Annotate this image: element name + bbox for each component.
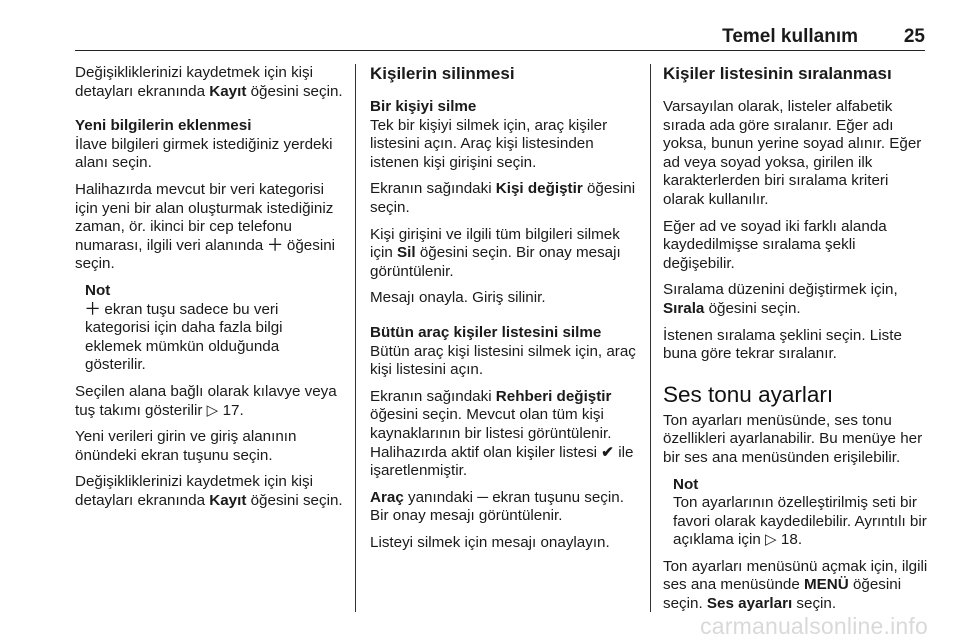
text: öğesini seçin. — [370, 180, 636, 216]
paragraph: İstenen sıralama şeklini seçin. Liste buna göre tekrar sıralanır. — [663, 326, 902, 363]
note-box — [85, 282, 343, 375]
paragraph: Listeyi silmek için mesajı onaylayın. — [370, 533, 610, 551]
page-reference-icon: ▷ — [765, 531, 777, 549]
section-heading: Kişiler listesinin sıralanması — [663, 64, 892, 83]
chapter-heading: Ses tonu ayarları — [663, 381, 834, 407]
paragraph: Eğer ad ve soyad iki farklı alanda kaydedilmişse sıralama şekli değişebilir. — [663, 217, 887, 272]
text: Kişi girişini ve ilgili tüm bilgileri silmek için — [370, 225, 620, 262]
paragraph: Varsayılan olarak, listeler alfabetik sırada ada göre sıralanır. Eğer adı yoksa, bunun yerine soyad alınır. Eğer ad veya soyad yoksa, girilen ilk karakterlerden biri sıralama kriteri olarak kullanılır. — [663, 98, 922, 208]
text: ile işaretlenmiştir. — [370, 443, 634, 480]
text: Değişikliklerinizi kaydetmek için kişi detayları ekranında — [75, 473, 314, 509]
text: öğesini seçin. Mevcut olan tüm kişi kaynaklarının bir listesi görüntülenir. Halihazırda aktif olan kişiler listesi — [370, 406, 612, 461]
text: Değişikliklerinizi kaydetmek için kişi detayları ekranında — [75, 64, 314, 100]
checkmark-icon: ✔ — [601, 443, 615, 461]
paragraph: Tek bir kişiyi silmek için, araç kişiler listesini açın. Araç kişi listesinden istenen kişi girişini seçin. — [370, 116, 608, 171]
watermark: carmanualsonline.info — [700, 613, 928, 639]
column-divider — [355, 64, 356, 612]
keyword: Kayıt — [209, 82, 247, 100]
paragraph — [75, 383, 343, 420]
plus-icon: ＋ — [267, 236, 283, 254]
paragraph — [370, 388, 640, 481]
text: öğesini seçin. — [663, 576, 902, 613]
text: öğesini seçin. — [704, 299, 801, 317]
keyword: MENÜ — [804, 576, 849, 594]
column-left — [75, 64, 343, 518]
text: seçin. — [792, 595, 837, 613]
text: öğesini seçin. — [75, 236, 336, 273]
paragraph — [663, 281, 931, 318]
paragraph — [75, 64, 343, 101]
paragraph — [75, 473, 343, 510]
keyword: Kayıt — [209, 491, 247, 509]
text: Ekranın sağındaki — [370, 387, 496, 405]
text: ekran tuşunu seçin. Bir onay mesajı görüntülenir. — [370, 488, 624, 525]
paragraph — [370, 226, 640, 282]
text: Halihazırda mevcut bir veri kategorisi için yeni bir alan oluşturmak istediğiniz zaman, ör. ikinci bir cep telefonu numarası, ilgili veri alanında — [75, 180, 334, 254]
subheading: Bütün araç kişiler listesini silme — [370, 323, 602, 341]
paragraph: İlave bilgileri girmek istediğiniz yerdeki alanı seçin. — [75, 135, 333, 172]
page-reference-icon: ▷ — [206, 401, 219, 419]
keyword: Ses ayarları — [706, 595, 793, 613]
paragraph — [370, 180, 640, 217]
text: Ton ayarları menüsünü açmak için, ilgili ses ana menüsünde — [663, 557, 928, 594]
subheading: Yeni bilgilerin eklenmesi — [75, 117, 252, 135]
paragraph — [663, 558, 931, 614]
page-header — [75, 24, 925, 51]
note-title: Not — [673, 475, 699, 493]
note-text: Ton ayarlarının özelleştirilmiş seti bir favori olarak kaydedilebilir. Ayrıntılı bir açıklama için — [673, 494, 927, 549]
keyword: Kişi değiştir — [495, 180, 583, 198]
paragraph: Yeni verileri girin ve giriş alanının önündeki ekran tuşunu seçin. — [75, 428, 297, 464]
keyword: Araç — [370, 488, 404, 506]
plus-icon: ＋ — [85, 300, 101, 318]
page-number: 25 — [903, 26, 925, 47]
note-title: Not — [85, 281, 111, 299]
column-right — [663, 64, 931, 622]
note-box — [673, 476, 931, 550]
text: öğesini seçin. — [246, 82, 343, 100]
keyword: Rehberi değiştir — [495, 387, 612, 405]
header-title: Temel kullanım — [722, 26, 858, 47]
minus-icon: ─ — [477, 488, 489, 506]
paragraph: Mesajı onayla. Giriş silinir. — [370, 289, 546, 307]
text: 17. — [218, 401, 244, 419]
paragraph — [75, 181, 343, 274]
section-heading: Kişilerin silinmesi — [370, 64, 515, 83]
text: Seçilen alana bağlı olarak kılavye veya tuş takımı gösterilir — [75, 382, 337, 419]
text: Ekranın sağındaki — [370, 180, 496, 198]
keyword: Sırala — [663, 299, 705, 317]
subheading: Bir kişiyi silme — [370, 98, 477, 115]
column-middle — [370, 64, 640, 560]
column-divider — [650, 64, 651, 612]
paragraph: Ton ayarları menüsünde, ses tonu özellikleri ayarlanabilir. Bu menüye her bir ses ana menüsünden erişilebilir. — [663, 411, 923, 466]
text: yanındaki — [403, 488, 478, 506]
note-text: ekran tuşu sadece bu veri kategorisi için daha fazla bilgi eklemek mümkün olduğunda gösterilir. — [85, 300, 283, 374]
note-text: 18. — [776, 531, 803, 549]
text: öğesini seçin. — [246, 491, 343, 509]
paragraph — [370, 489, 640, 526]
text: Sıralama düzenini değiştirmek için, — [663, 281, 898, 299]
text: öğesini seçin. Bir onay mesajı görüntülenir. — [370, 244, 621, 280]
keyword: Sil — [397, 244, 416, 262]
paragraph: Bütün araç kişi listesini silmek için, araç kişi listesini açın. — [370, 342, 636, 379]
